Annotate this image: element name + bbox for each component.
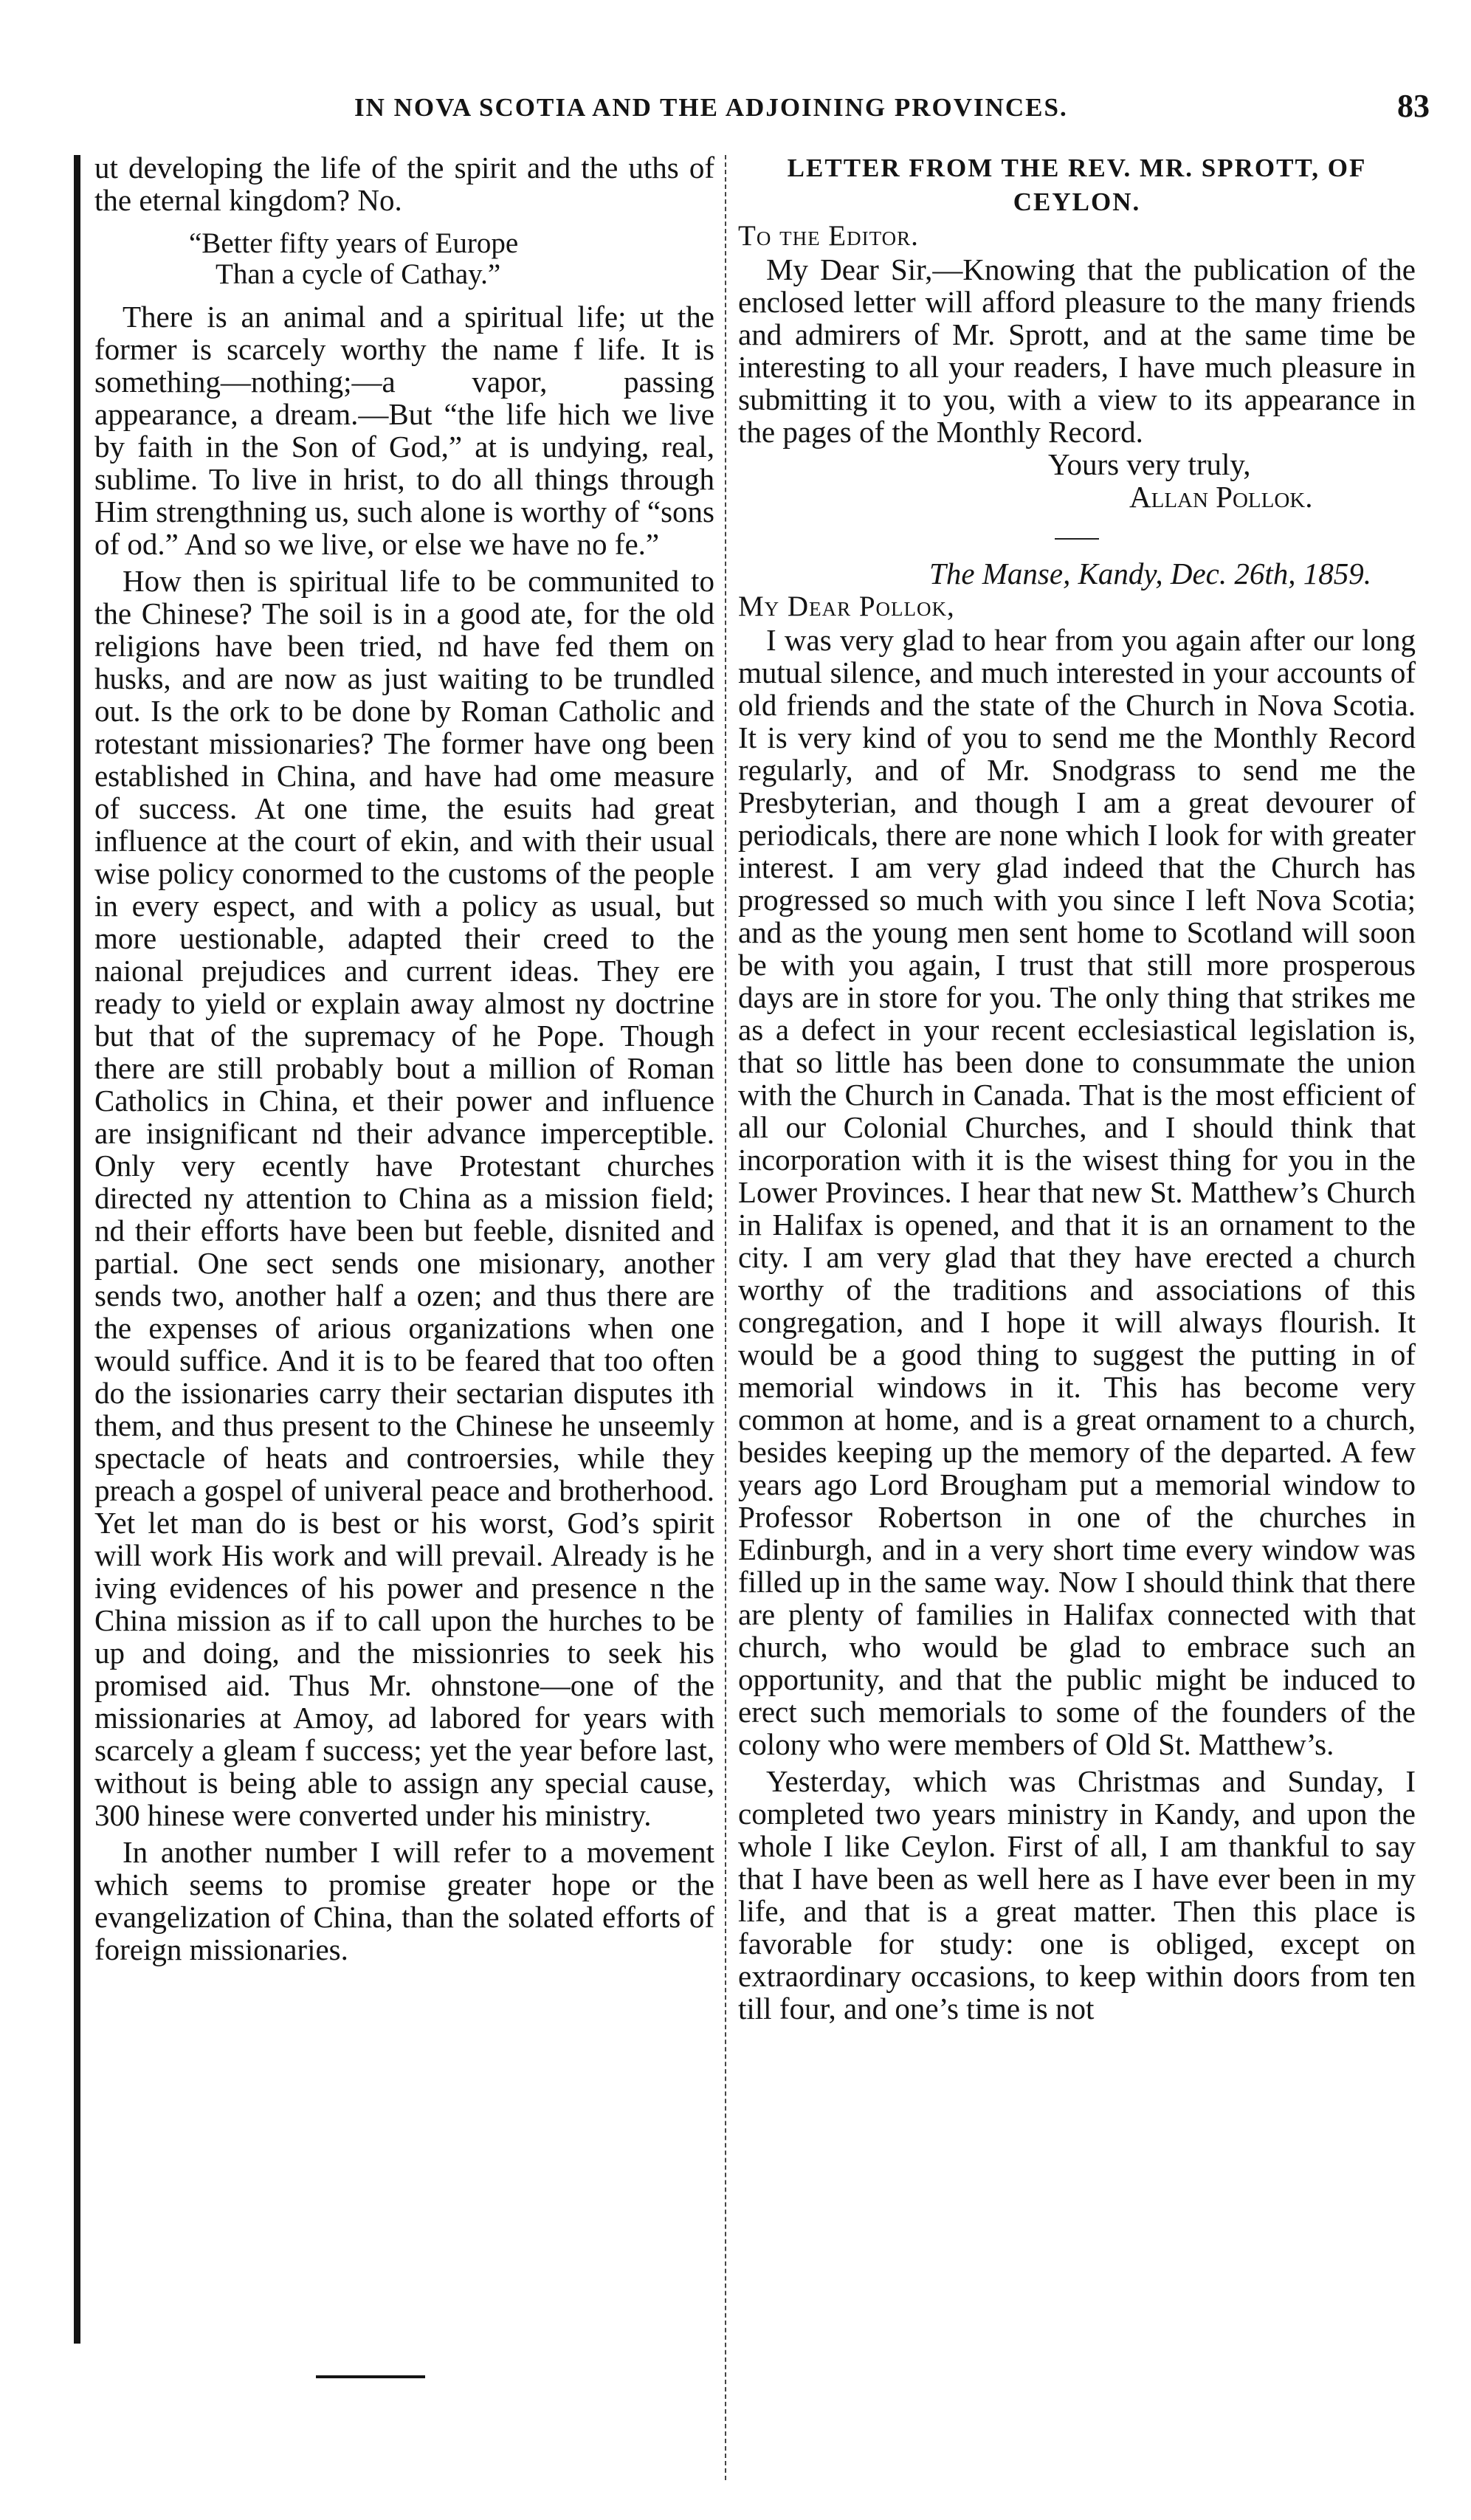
letter-title	[738, 151, 1416, 219]
paragraph: In another number I will refer to a movement which seems to promise greater hope or the evangelization of China, than the solated efforts of foreign missionaries.	[94, 1835, 714, 1966]
paragraph: How then is spiritual life to be communited to the Chinese? The soil is in a good ate, for the old religions have been tried, nd have fed them on husks, and are now as just waiting to be trundled out. Is the ork to be done by Roman Catholic and rotestant missionaries? The former have ong been established in China, and have had ome measure of success. At one time, the esuits had great influence at the court of ekin, and with their usual wise policy conormed to the customs of the people in every espect, and with a policy as usual, but more uestionable, adapted their creed to the naional prejudices and current ideas. They ere ready to yield or explain away almost ny doctrine but that of the supremacy of he Pope. Though there are still probably bout a million of Roman Catholics in China, et their power and influence are insignificant nd their advance imperceptible. Only very ecently have Protestant churches directed ny attention to China as a mission field; nd their efforts have been but feeble, disnited and partial. One sect sends one misionary, another sends two, another half a ozen; and thus there are the expenses of arious organizations when one would suffice. And it is to be feared that too often do the issionaries carry their sectarian disputes ith them, and thus present to the Chinese he unseemly spectacle of heats and controersies, while they preach a gospel of univeral peace and brotherhood. Yet let man do is best or his worst, God’s spirit will work His work and will prevail. Already is he iving evidences of his power and presence n the China mission as if to call upon the hurches to be up and doing, and the missionries to seek his promised aid. Thus Mr. ohnstone—one of the missionaries at Amoy, ad labored for years with scarcely a gleam f success; yet the year before last, without is being able to assign any special cause, 300 hinese were converted under his ministry.	[94, 564, 714, 1832]
dateline: The Manse, Kandy, Dec. 26th, 1859.	[929, 557, 1371, 591]
paragraph: Yesterday, which was Christmas and Sunday, I completed two years ministry in Kandy, and upon the whole I like Ceylon. First of all, I am thankful to say that I have been as well here as I have ever been in my life, and that is a great matter. Then this place is favorable for study: one is obliged, except on extraordinary occasions, to keep within doors from ten till four, and one’s time is not	[738, 1764, 1416, 2025]
column-divider	[725, 155, 726, 2480]
paragraph: ut developing the life of the spirit and the uths of the eternal kingdom? No.	[94, 151, 714, 217]
verse-quote	[189, 228, 714, 290]
letter-title-line: LETTER FROM THE REV. MR. SPROTT, OF	[787, 154, 1367, 182]
verse-line: Than a cycle of Cathay.”	[216, 258, 501, 290]
left-margin-rule	[74, 155, 80, 2344]
page-header	[0, 87, 1471, 131]
separator-rule	[1055, 538, 1099, 540]
salutation: My Dear Pollok,	[738, 591, 955, 622]
verse-line: “Better fifty years of Europe	[189, 227, 519, 259]
signoff: Yours very truly,	[1048, 447, 1251, 481]
paragraph: My Dear Sir,—Knowing that the publication of the enclosed letter will afford pleasure to the many friends and admirers of Mr. Sprott, and at the same time be interesting to all your readers, I have much pleasure in submitting it to you, with a view to its appearance in the pages of the Monthly Record.	[738, 252, 1416, 449]
addressee: To the Editor.	[738, 220, 919, 252]
section-end-rule	[316, 2375, 425, 2378]
signature: Allan Pollok.	[1129, 480, 1313, 514]
paragraph: I was very glad to hear from you again after our long mutual silence, and much interested in your accounts of old friends and the state of the Church in Nova Scotia. It is very kind of you to send me the Monthly Record regularly, and of Mr. Snodgrass to send me the Presbyterian, and though I am a great devourer of periodicals, there are none which I look for with greater interest. I am very glad indeed that the Church has progressed so much with you since I left Nova Scotia; and as the young men sent home to Scotland will soon be with you again, I trust that still more prosperous days are in store for you. The only thing that strikes me as a defect in your recent ecclesiastical legislation is, that so little has been done to consummate the union with the Church in Canada. That is the most efficient of all our Colonial Churches, and I should think that incorporation with it is the wisest thing for you in the Lower Provinces. I hear that new St. Matthew’s Church in Halifax is opened, and that it is an ornament to the city. I am very glad that they have erected a church worthy of the traditions and associations of this congregation, and I hope it will always flourish. It would be a good thing to suggest the putting in of memorial windows in it. This has become very common at home, and is a great ornament to a church, besides keeping up the memory of the departed. A few years ago Lord Brougham put a memorial window to Professor Robertson in one of the churches in Edinburgh, and in a very short time every window was filled up in the same way. Now I should think that there are plenty of families in Halifax connected with that church, who would be glad to embrace such an opportunity, and that the public might be induced to erect such memorials to some of the founders of the colony who were members of Old St. Matthew’s.	[738, 623, 1416, 1761]
letter-title-line: CEYLON.	[1013, 187, 1141, 216]
running-title: IN NOVA SCOTIA AND THE ADJOINING PROVINCES.	[354, 93, 1068, 122]
left-column	[94, 151, 714, 1966]
page-number: 83	[1397, 88, 1430, 124]
right-column	[738, 151, 1416, 2025]
paragraph: There is an animal and a spiritual life; ut the former is scarcely worthy the name f life. It is something—nothing;—a vapor, passing appearance, a dream.—But “the life hich we live by faith in the Son of God,” at is undying, real, sublime. To live in hrist, to do all things through Him strengthning us, such alone is worthy of “sons of od.” And so we live, or else we have no fe.”	[94, 300, 714, 561]
